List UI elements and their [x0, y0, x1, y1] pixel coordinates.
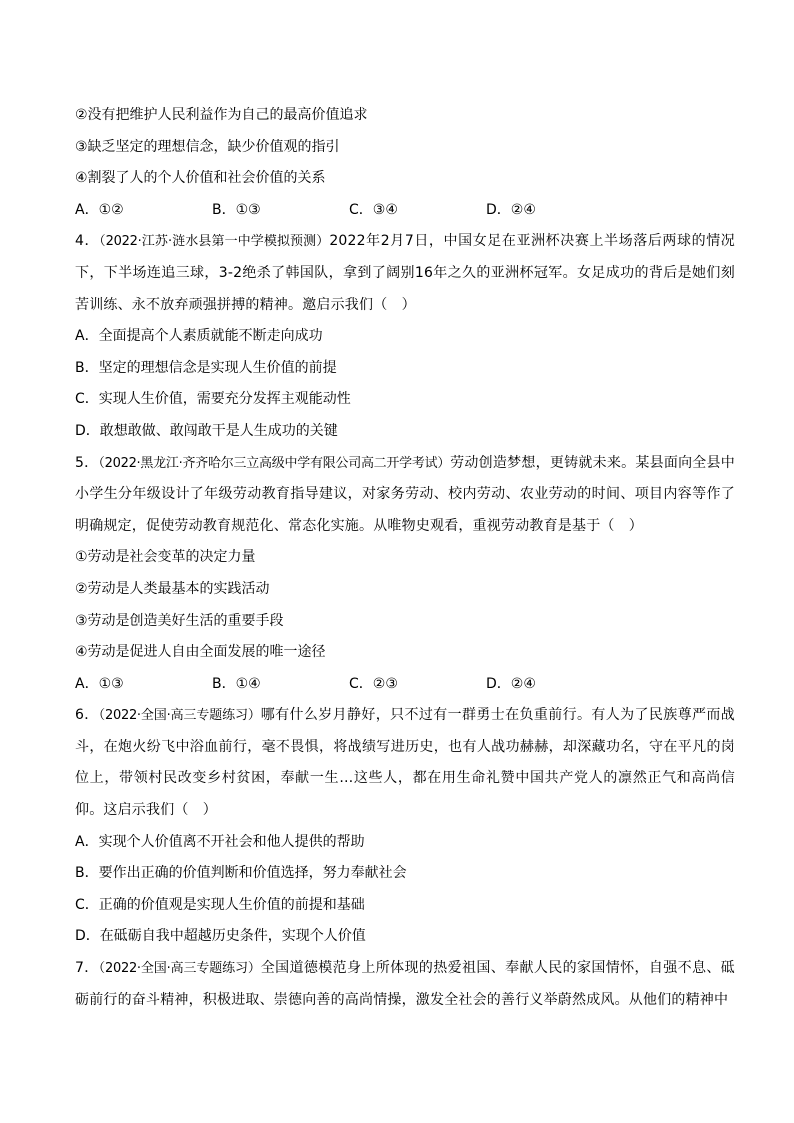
q4-option-a: A．全面提高个人素质就能不断走向成功 [75, 328, 323, 345]
q5-stem-paragraph [75, 448, 735, 543]
q3-answer-c: C．③④ [349, 201, 398, 218]
q6-option-b: B．要作出正确的价值判断和价值选择，努力奉献社会 [75, 865, 407, 882]
q5-source: （2022·黑龙江·齐齐哈尔三立高级中学有限公司高二开学考试） [98, 455, 451, 471]
q7-source: （2022·全国·高三专题练习） [98, 961, 261, 977]
q5-answer-row [75, 669, 735, 701]
q4-option-b: B．坚定的理想信念是实现人生价值的前提 [75, 359, 337, 376]
q5-item-1: ①劳动是社会变革的决定力量 [75, 549, 256, 566]
q3-item-3: ③缺乏坚定的理想信念，缺少价值观的指引 [75, 138, 340, 155]
q7-stem: 全国道德模范身上所体现的热爱祖国、奉献人民的家国情怀，自强不息、砥砺前行的奋斗精神，积极进取、崇德向善的高尚情操，激发全社会的善行义举蔚然成风。从他们的精神中 [75, 960, 735, 1008]
q5-answer-a: A．①③ [75, 675, 124, 692]
q4-stem-paragraph [75, 226, 735, 321]
q6-number: 6． [75, 707, 99, 724]
q7-number: 7． [75, 960, 99, 977]
q6-option-a: A．实现个人价值离不开社会和他人提供的帮助 [75, 833, 365, 850]
q4-number: 4． [75, 233, 100, 250]
q5-answer-b: B．①④ [212, 675, 261, 692]
question-content [75, 100, 735, 1016]
q7-stem-paragraph [75, 953, 735, 1016]
q3-item-2: ②没有把维护人民利益作为自己的最高价值追求 [75, 107, 368, 123]
q6-stem: 哪有什么岁月静好，只不过有一群勇士在负重前行。有人为了民族尊严而战斗，在炮火纷飞中浴血前行，毫不畏惧，将战绩写进历史，也有人战功赫赫，却深藏功名，守在平凡的岗位上，带领村民改变乡村贫困，奉献一生…这些人，都在用生命礼赞中国共产党人的凛然正气和高尚信仰。这启示我们（ ） [75, 707, 735, 819]
q5-number: 5． [75, 454, 99, 471]
q4-option-c: C．实现人生价值，需要充分发挥主观能动性 [75, 391, 351, 408]
q5-answer-d: D．②④ [486, 675, 536, 692]
q5-answer-c: C．②③ [349, 675, 398, 692]
q3-answer-a: A．①② [75, 201, 124, 218]
q6-option-d: D．在砥砺自我中超越历史条件，实现个人价值 [75, 928, 366, 945]
q3-answer-b: B．①③ [212, 201, 261, 218]
q3-answer-d: D．②④ [486, 201, 536, 218]
q5-item-4: ④劳动是促进人自由全面发展的唯一途径 [75, 644, 326, 661]
q6-option-c: C．正确的价值观是实现人生价值的前提和基础 [75, 896, 365, 913]
q4-stem: 2022年2月7日，中国女足在亚洲杯决赛上半场落后两球的情况下，下半场连追三球，3-2绝杀了韩国队，拿到了阔别16年之久的亚洲杯冠军。女足成功的背后是她们刻苦训练、永不放弃顽强拼搏的精神。邀启示我们（ ） [75, 233, 735, 313]
q3-answer-row [75, 195, 735, 227]
q6-stem-paragraph [75, 700, 735, 826]
q5-stem: 劳动创造梦想，更铸就未来。某县面向全县中小学生分年级设计了年级劳动教育指导建议，对家务劳动、校内劳动、农业劳动的时间、项目内容等作了明确规定，促使劳动教育规范化、常态化实施。从唯物史观看，重视劳动教育是基于（ ） [75, 454, 735, 534]
q3-item-4: ④割裂了人的个人价值和社会价值的关系 [75, 170, 326, 187]
q5-item-3: ③劳动是创造美好生活的重要手段 [75, 612, 284, 629]
q6-source: （2022·全国·高三专题练习） [98, 708, 261, 724]
q5-item-2: ②劳动是人类最基本的实践活动 [75, 580, 270, 597]
q4-source: （2022·江苏·涟水县第一中学模拟预测） [99, 234, 330, 250]
q4-option-d: D．敢想敢做、敢闯敢干是人生成功的关键 [75, 422, 338, 439]
